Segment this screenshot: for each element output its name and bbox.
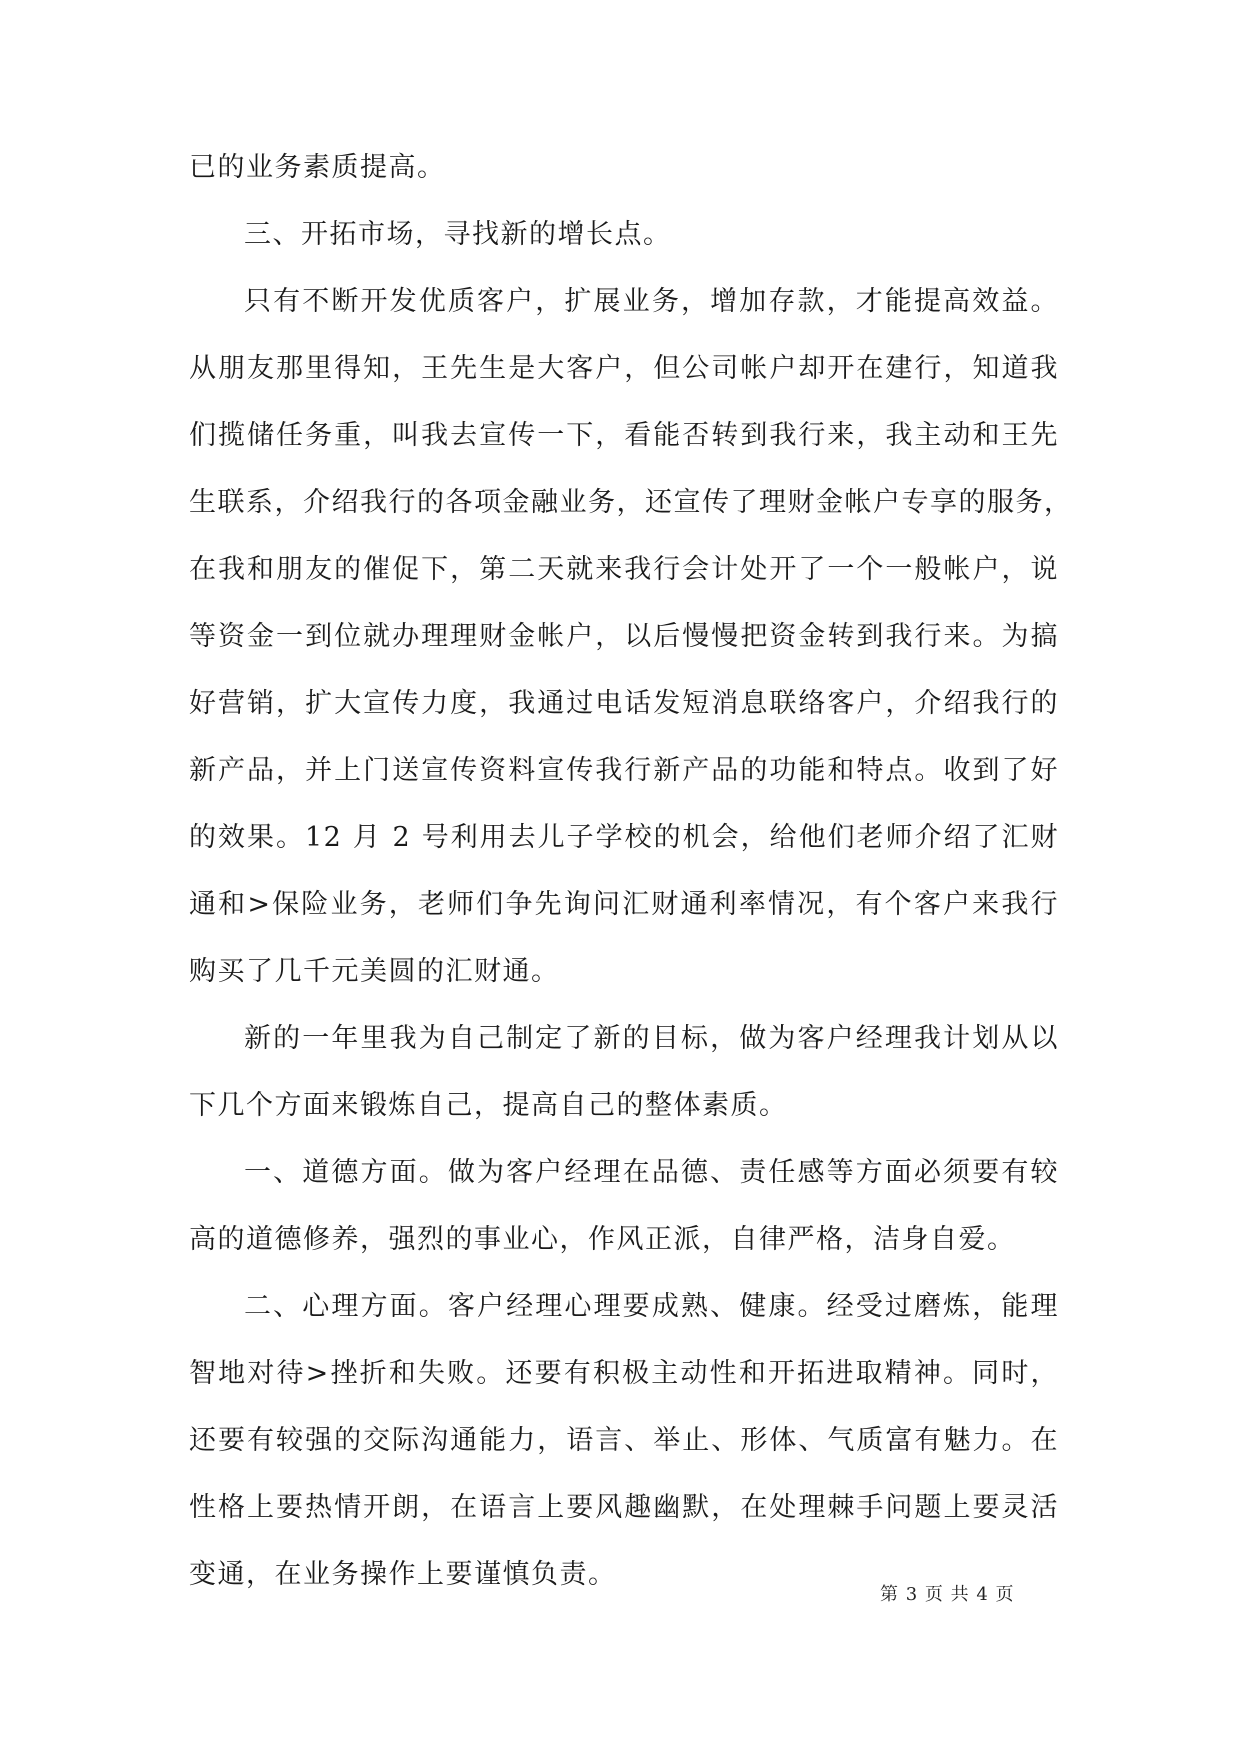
text-line: 还要有较强的交际沟通能力，语言、举止、形体、气质富有魅力。在 — [189, 1425, 1059, 1456]
text-line: 性格上要热情开朗，在语言上要风趣幽默，在处理棘手问题上要灵活 — [189, 1492, 1059, 1523]
text-line: 购买了几千元美圆的汇财通。 — [189, 956, 560, 987]
text-line: 生联系，介绍我行的各项金融业务，还宣传了理财金帐户专享的服务， — [189, 487, 1073, 518]
text-line: 一、道德方面。做为客户经理在品德、责任感等方面必须要有较 — [244, 1157, 1059, 1188]
text-line: 从朋友那里得知，王先生是大客户，但公司帐户却开在建行，知道我 — [189, 353, 1059, 384]
text-line: 变通，在业务操作上要谨慎负责。 — [189, 1559, 617, 1590]
section-heading: 三、开拓市场，寻找新的增长点。 — [244, 219, 672, 250]
text-line: 二、心理方面。客户经理心理要成熟、健康。经受过磨炼，能理 — [244, 1291, 1059, 1322]
text-line: 新的一年里我为自己制定了新的目标，做为客户经理我计划从以 — [244, 1023, 1059, 1054]
text-line: 的效果。12 月 2 号利用去儿子学校的机会，给他们老师介绍了汇财 — [189, 822, 1059, 853]
text-line: 只有不断开发优质客户，扩展业务，增加存款，才能提高效益。 — [244, 286, 1059, 317]
text-line: 已的业务素质提高。 — [189, 152, 446, 183]
text-line: 好营销，扩大宣传力度，我通过电话发短消息联络客户，介绍我行的 — [189, 688, 1059, 719]
text-line: 等资金一到位就办理理财金帐户，以后慢慢把资金转到我行来。为搞 — [189, 621, 1059, 652]
text-line: 在我和朋友的催促下，第二天就来我行会计处开了一个一般帐户，说 — [189, 554, 1059, 585]
body-text — [189, 150, 1073, 1624]
text-line: 智地对待>挫折和失败。还要有积极主动性和开拓进取精神。同时， — [189, 1358, 1059, 1389]
text-line: 高的道德修养，强烈的事业心，作风正派，自律严格，洁身自爱。 — [189, 1224, 1016, 1255]
text-line: 通和>保险业务，老师们争先询问汇财通利率情况，有个客户来我行 — [189, 889, 1059, 920]
text-line: 新产品，并上门送宣传资料宣传我行新产品的功能和特点。收到了好 — [189, 755, 1059, 786]
page-number: 第 3 页 共 4 页 — [880, 1584, 1015, 1605]
text-line: 下几个方面来锻炼自己，提高自己的整体素质。 — [189, 1090, 788, 1121]
text-line: 们揽储任务重，叫我去宣传一下，看能否转到我行来，我主动和王先 — [189, 420, 1059, 451]
